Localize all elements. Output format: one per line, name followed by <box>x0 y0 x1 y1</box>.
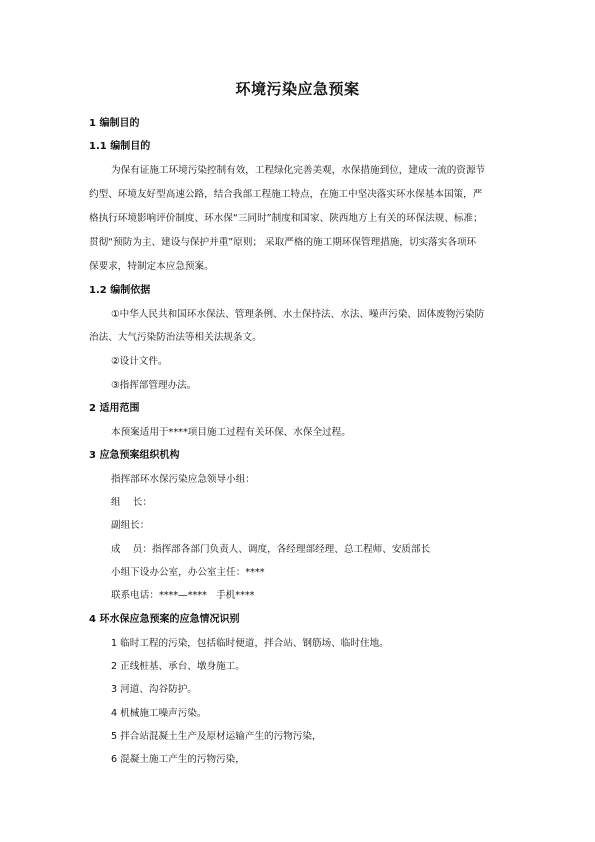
paragraph-line: 联系电话：****—**** 手机**** <box>111 590 255 601</box>
paragraph-line: 组 长： <box>111 497 152 508</box>
paragraph-line: ①中华人民共和国环水保法、管理条例、水土保持法、水法、噪声污染、固体废物污染防 <box>111 309 485 320</box>
paragraph-line: 指挥部环水保污染应急领导小组： <box>111 474 255 485</box>
section-4-heading: 4 环水保应急预案的应急情况识别 <box>89 614 240 625</box>
paragraph-line: 本预案适用于****项目施工过程有关环保、水保全过程。 <box>111 427 351 438</box>
paragraph-line: 小组下设办公室，办公室主任：**** <box>111 567 265 578</box>
paragraph-line: 成 员：指挥部各部门负责人、调度，各经理部经理、总工程师、安质部长 <box>111 544 431 555</box>
paragraph-line: 约型、环境友好型高速公路，结合我部工程施工特点，在施工中坚决落实环水保基本国策，严 <box>89 189 483 200</box>
section-1-2-heading: 1.2 编制依据 <box>89 285 151 296</box>
list-item: ②设计文件。 <box>111 356 168 367</box>
list-item: 3 河道、沟谷防护。 <box>111 684 197 695</box>
paragraph-line: 为保有证施工环境污染控制有效，工程绿化完善美观，水保措施到位，建成一流的资源节 <box>111 165 486 176</box>
document-title: 环境污染应急预案 <box>235 80 360 98</box>
paragraph-line: 格执行环境影响评价制度、环水保“三同时”制度和国家、陕西地方上有关的环保法规、标准； <box>89 213 483 224</box>
paragraph-line: 副组长： <box>111 520 150 531</box>
list-item: 4 机械施工噪声污染。 <box>111 708 207 719</box>
section-3-heading: 3 应急预案组织机构 <box>89 450 180 461</box>
paragraph-line: 治法、大气污染防治法等相关法规条文。 <box>89 332 262 343</box>
list-item: 2 正线桩基、承台、墩身施工。 <box>111 661 245 672</box>
list-item: ③指挥部管理办法。 <box>111 380 197 391</box>
paragraph-line: 贯彻“预防为主、建设与保护并重”原则； 采取严格的施工期环保管理措施，切实落实各项环 <box>89 237 477 248</box>
paragraph-line: 保要求，特制定本应急预案。 <box>89 261 214 272</box>
list-item: 6 混凝土施工产生的污物污染， <box>111 754 245 765</box>
list-item: 1 临时工程的污染，包括临时便道，拌合站、钢筋场、临时住地。 <box>111 638 389 649</box>
list-item: 5 拌合站混凝土生产及原材运输产生的污物污染， <box>111 731 322 742</box>
section-1-1-heading: 1.1 编制目的 <box>89 141 151 152</box>
section-1-heading: 1 编制目的 <box>89 118 140 129</box>
section-2-heading: 2 适用范围 <box>89 403 140 414</box>
